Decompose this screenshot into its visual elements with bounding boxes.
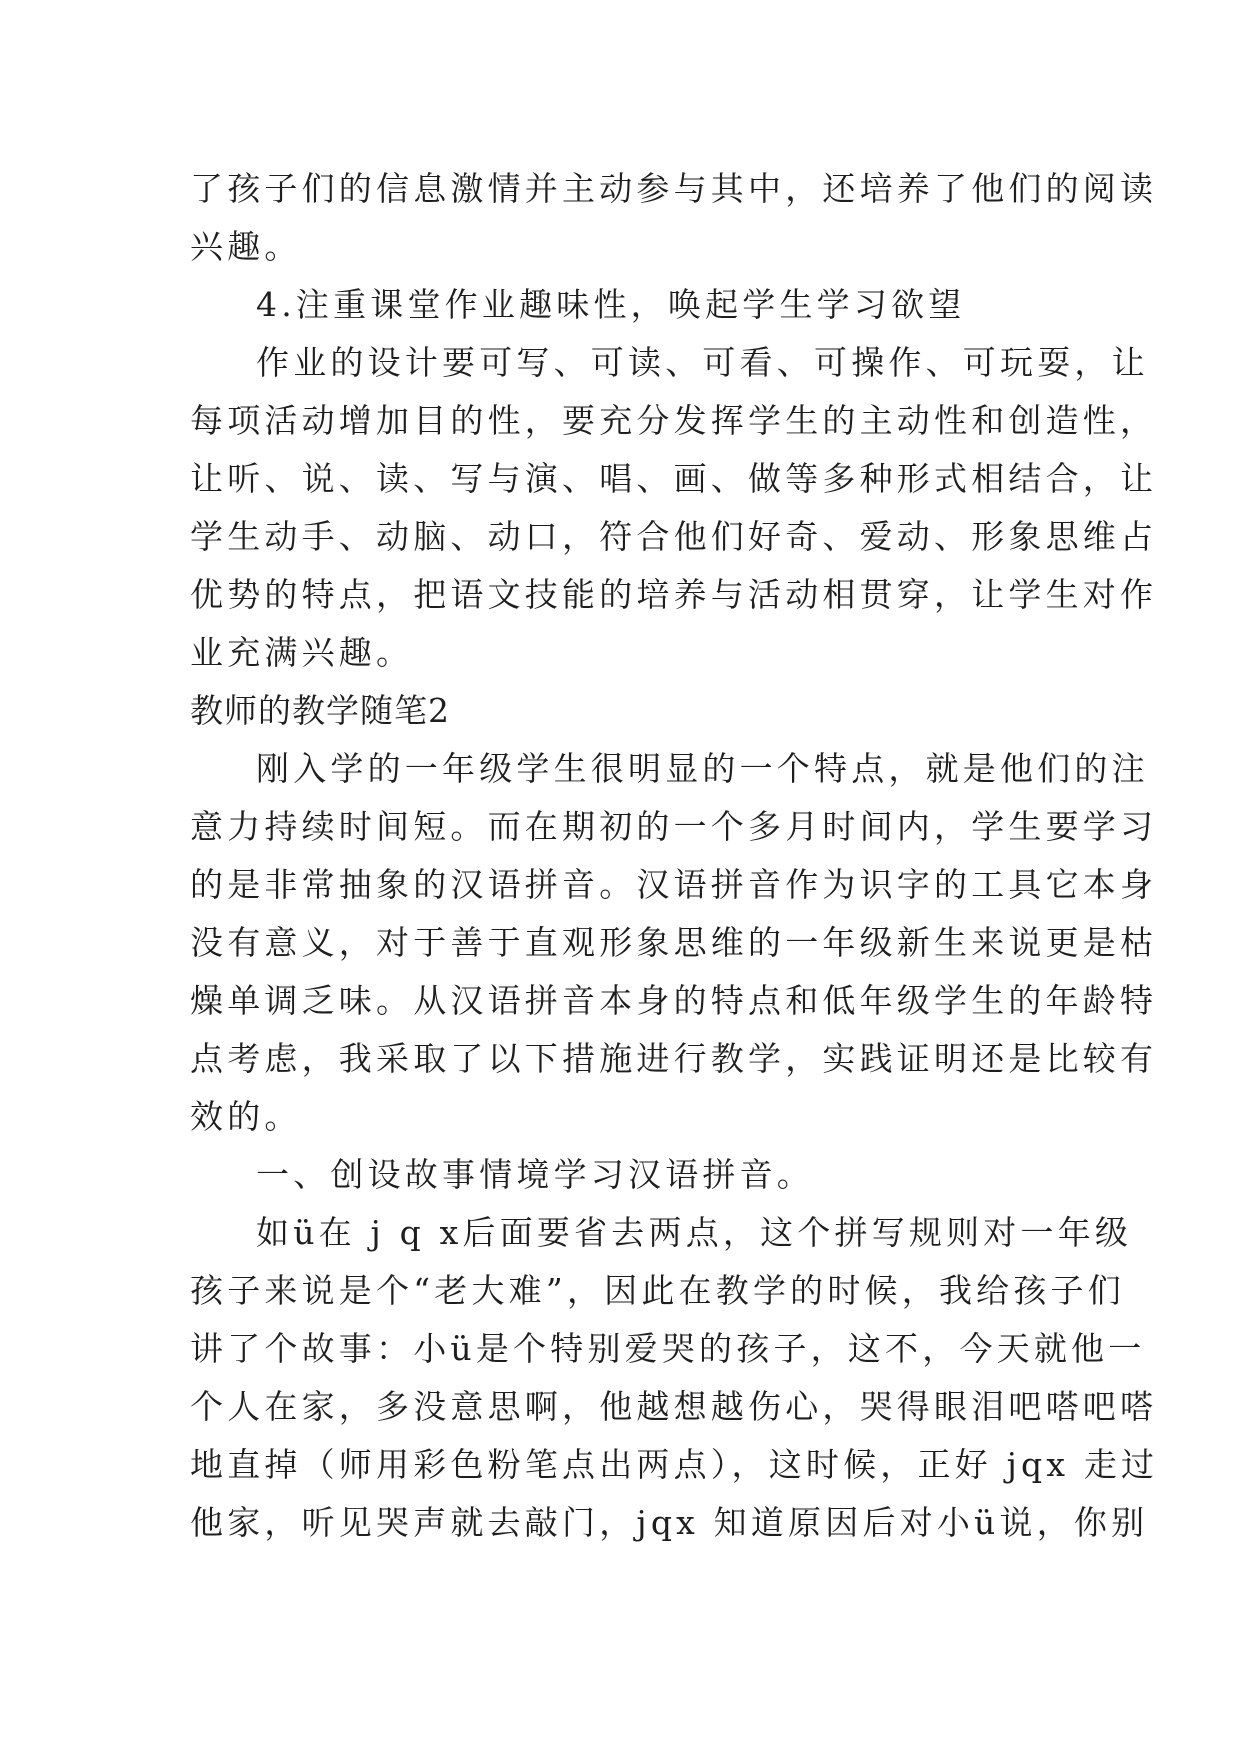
body-text-line: 讲了个故事：小ü是个特别爱哭的孩子，这不，今天就他一 [190,1329,1146,1368]
body-text-line: 了孩子们的信息激情并主动参与其中，还培养了他们的阅读 [190,169,1158,208]
body-text-line: 燥单调乏味。从汉语拼音本身的特点和低年级学生的年龄特 [190,981,1158,1020]
body-text-line: 优势的特点，把语文技能的培养与活动相贯穿，让学生对作 [190,575,1158,614]
body-text-line: 业充满兴趣。 [190,633,414,672]
section-heading: 一、创设故事情境学习汉语拼音。 [256,1155,814,1194]
body-text-line: 没有意义，对于善于直观形象思维的一年级新生来说更是枯 [190,923,1158,962]
body-text-line: 让听、说、读、写与演、唱、画、做等多种形式相结合，让 [190,459,1158,498]
body-text-line: 刚入学的一年级学生很明显的一个特点，就是他们的注 [256,749,1149,788]
body-text-line: 意力持续时间短。而在期初的一个多月时间内，学生要学习 [190,807,1158,846]
body-text-line: 他家，听见哭声就去敲门，jqx 知道原因后对小ü说，你别 [190,1503,1149,1542]
body-text-line: 个人在家，多没意思啊，他越想越伤心，哭得眼泪吧嗒吧嗒 [190,1387,1158,1426]
section-heading: 4.注重课堂作业趣味性，唤起学生学习欲望 [256,285,966,324]
body-text-line: 如ü在 j q x后面要省去两点，这个拼写规则对一年级 [256,1213,1133,1252]
article-title: 教师的教学随笔2 [190,691,450,730]
body-text-line: 效的。 [190,1097,302,1136]
body-text-line: 的是非常抽象的汉语拼音。汉语拼音作为识字的工具它本身 [190,865,1158,904]
document-page [190,160,1159,1552]
body-text-line: 作业的设计要可写、可读、可看、可操作、可玩耍，让 [256,343,1149,382]
body-text-line: 孩子来说是个“老大难”，因此在教学的时候，我给孩子们 [190,1271,1125,1310]
body-text-line: 学生动手、动脑、动口，符合他们好奇、爱动、形象思维占 [190,517,1158,556]
body-text-line: 兴趣。 [190,227,302,266]
body-text-line: 每项活动增加目的性，要充分发挥学生的主动性和创造性， [190,401,1158,440]
body-text-line: 地直掉（师用彩色粉笔点出两点），这时候，正好 jqx 走过 [190,1445,1159,1484]
body-text-line: 点考虑，我采取了以下措施进行教学，实践证明还是比较有 [190,1039,1158,1078]
